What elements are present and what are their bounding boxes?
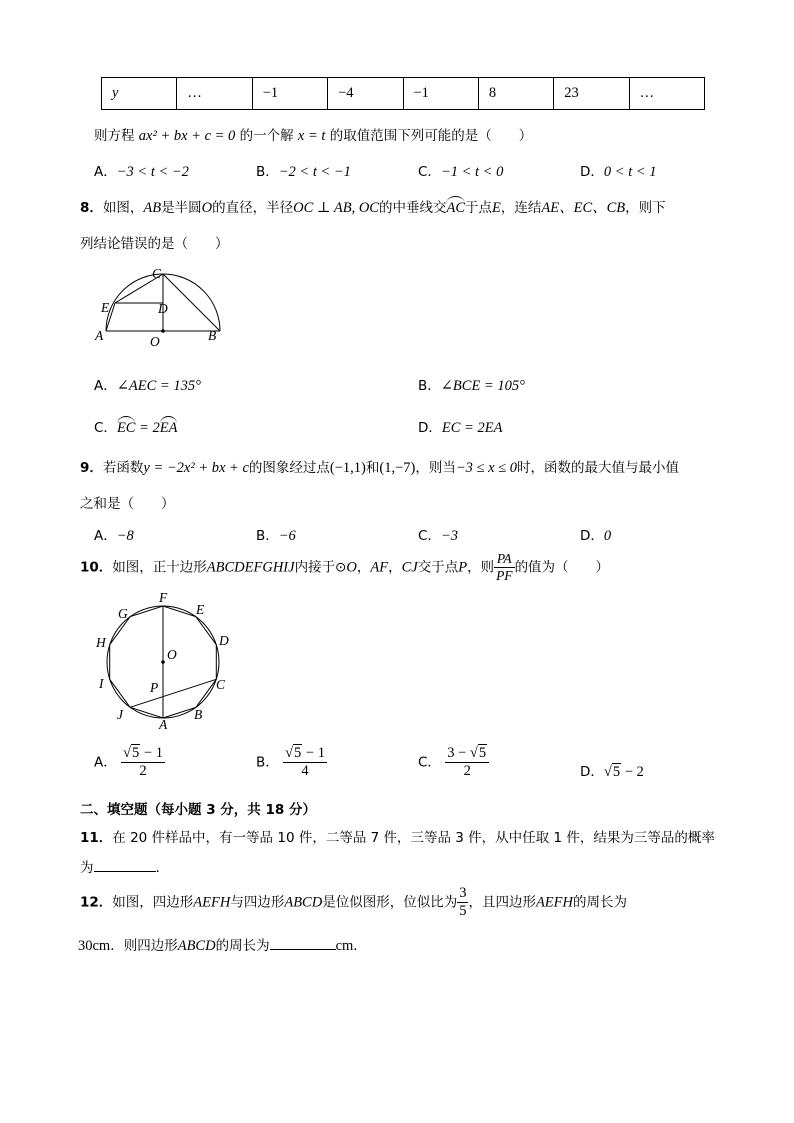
q7-option-a[interactable]	[94, 160, 189, 181]
option-letter: C．	[418, 164, 441, 180]
segment-cb	[163, 274, 220, 331]
q12-math: 30cm	[78, 938, 111, 954]
question-number: 12．	[80, 894, 113, 911]
fraction-denominator: 2	[463, 763, 471, 780]
option-text: = 2	[135, 420, 160, 436]
q8-stem-line2: 列结论错误的是（ ）	[80, 236, 229, 252]
option-letter: A．	[94, 378, 117, 394]
label-b: B	[208, 328, 217, 343]
option-text: 0	[603, 528, 612, 544]
q8-text: ，则下	[625, 200, 666, 216]
option-text: −1 < t < 0	[440, 164, 504, 180]
q11-stem-line2	[80, 856, 160, 876]
q12-unit: cm	[335, 938, 354, 954]
q9-option-d[interactable]	[580, 524, 611, 545]
q10-text: ，则	[467, 559, 495, 576]
label-o: O	[150, 334, 160, 349]
label-c: C	[152, 266, 162, 281]
fraction-numerator: 3	[457, 886, 468, 903]
q9-stem-line2: 之和是（ ）	[80, 496, 175, 512]
label-e: E	[101, 300, 110, 315]
q11-stem	[80, 826, 715, 846]
label-a: A	[95, 328, 104, 343]
segment-cj	[130, 679, 216, 707]
q10-stem	[80, 552, 609, 583]
q12-math: ABCD	[177, 938, 216, 954]
option-letter: B．	[256, 164, 279, 180]
q8-math: AB	[143, 200, 162, 216]
option-text: EC = 2EA	[441, 420, 503, 436]
label-e: E	[196, 602, 205, 617]
q8-stem	[80, 196, 666, 217]
label-d: D	[219, 633, 229, 648]
fraction-denominator: PF	[496, 568, 513, 584]
table-cell: 8	[478, 78, 553, 110]
q10-math: CJ	[401, 559, 418, 576]
option-letter: D．	[418, 420, 442, 436]
q9-stem	[80, 456, 679, 477]
numerator-rest: − 1	[302, 745, 325, 761]
table-row	[102, 78, 705, 110]
q9-option-c[interactable]	[418, 524, 458, 545]
q10-math: O	[346, 559, 357, 576]
radicand: 5	[294, 745, 302, 761]
q8-text: ，连结	[500, 200, 542, 216]
q9-option-b[interactable]	[256, 524, 296, 545]
q11-text: 为	[80, 860, 94, 876]
table-cell: 23	[554, 78, 629, 110]
q7-option-b[interactable]	[256, 160, 351, 181]
option-text: −6	[278, 528, 296, 544]
option-text: 0 < t < 1	[603, 164, 657, 180]
q12-text: ．则四边形	[110, 938, 178, 954]
option-arc: EA	[159, 420, 178, 436]
fraction-denominator: 4	[301, 763, 309, 780]
q10-text: 如图，正十边形	[112, 559, 207, 576]
q12-ratio	[457, 886, 468, 919]
q8-math: OC ⊥ AB, OC	[293, 200, 379, 216]
option-text: −3	[440, 528, 458, 544]
q8-figure	[88, 264, 224, 350]
option-letter: D．	[580, 764, 604, 780]
label-i: I	[99, 676, 104, 691]
q10-text: 的值为（ ）	[514, 559, 610, 576]
option-text: ∠AEC = 135°	[116, 378, 201, 394]
radicand: 5	[612, 764, 621, 780]
label-p: P	[150, 680, 159, 695]
option-text: −8	[116, 528, 134, 544]
option-letter: D．	[580, 528, 604, 544]
fraction-denominator: 5	[459, 903, 467, 920]
option-text: − 2	[621, 764, 644, 780]
option-letter: D．	[580, 164, 604, 180]
q8-option-d[interactable]	[418, 416, 502, 437]
q10-fraction	[494, 552, 515, 583]
q10-text: ，	[356, 559, 371, 576]
option-text: ∠BCE = 105°	[440, 378, 525, 394]
q8-arc: AC	[446, 200, 466, 216]
q11-answer-blank[interactable]	[94, 871, 156, 872]
q12-stem	[80, 886, 627, 919]
option-arc: EC	[116, 420, 136, 436]
q8-text: 的中垂线交	[378, 200, 447, 216]
option-letter: B．	[418, 378, 441, 394]
q8-option-b[interactable]	[418, 374, 525, 395]
q12-text: ．	[353, 938, 367, 954]
q12-text: 的周长为	[573, 894, 627, 911]
numerator-pre: 3 −	[447, 745, 470, 761]
q7-option-d[interactable]	[580, 160, 657, 181]
table-cell: −4	[328, 78, 403, 110]
question-number: 10．	[80, 559, 113, 576]
option-text: −3 < t < −2	[116, 164, 189, 180]
q10-figure	[92, 588, 242, 732]
q12-text: 是位似图形，位似比为	[322, 894, 458, 911]
q9-text: 时，函数的最大值与最小值	[516, 460, 679, 476]
label-d: D	[158, 301, 168, 316]
label-h: H	[96, 635, 106, 650]
option-text: −2 < t < −1	[278, 164, 351, 180]
q9-math: (1,−7)	[379, 460, 416, 476]
option-letter: A．	[94, 164, 117, 180]
center-point	[161, 660, 165, 664]
option-letter: B．	[256, 754, 279, 771]
q9-math: y = −2x² + bx + c	[143, 460, 249, 476]
q7-text: 则方程	[94, 128, 135, 144]
option-fraction: $\frac{√5 - 1}{4}$	[285, 745, 325, 780]
option-fraction: $\frac{√5 - 1}{2}$	[123, 745, 163, 780]
option-letter: A．	[94, 754, 117, 771]
label-c: C	[216, 677, 226, 692]
q10-text: ，	[388, 559, 402, 576]
option-letter: C．	[418, 754, 441, 771]
q10-math: ABCDEFGHIJ	[206, 559, 295, 576]
option-fraction: $\frac{3 - √5}{2}$	[445, 746, 489, 779]
q8-text: 于点	[465, 200, 493, 216]
fraction-denominator: 2	[139, 763, 147, 780]
option-letter: C．	[418, 528, 441, 544]
option-letter: A．	[94, 528, 117, 544]
q12-answer-blank[interactable]	[270, 949, 336, 950]
q9-text: 的图象经过点	[248, 460, 330, 476]
q10-text: 内接于⊙	[294, 559, 347, 576]
label-f: F	[159, 590, 168, 605]
q7-text: 的取值范围下列可能的是（ ）	[329, 128, 533, 144]
q8-option-a[interactable]	[94, 374, 201, 395]
q9-option-a[interactable]	[94, 524, 134, 545]
q7-solution: x = t	[297, 128, 326, 144]
q10-option-c[interactable]	[418, 746, 489, 779]
label-b: B	[194, 707, 203, 722]
q7-equation: ax² + bx + c = 0	[138, 128, 236, 144]
q10-text: 交于点	[417, 559, 459, 576]
q10-option-b[interactable]	[256, 746, 327, 779]
question-number: 11．	[80, 830, 113, 846]
q9-math: −3 ≤ x ≤ 0	[455, 460, 517, 476]
q9-math: (−1,1)	[329, 460, 366, 476]
numerator-rest: − 1	[140, 745, 163, 761]
q8-text: 是半圆	[161, 200, 202, 216]
option-letter: B．	[256, 528, 279, 544]
label-a: A	[159, 717, 168, 732]
q12-text: 的周长为	[215, 938, 270, 954]
q9-text: ，则当	[415, 460, 456, 476]
q12-math: AEFH	[535, 894, 573, 911]
table-cell: …	[177, 78, 252, 110]
q11-text: .	[155, 860, 160, 876]
q11-text: 在 20 件样品中，有一等品 10 件，二等品 7 件，三等品 3 件，从中任取 1 件，结果为三等品的概率	[112, 830, 715, 846]
q10-math: P	[458, 559, 468, 576]
q10-option-a[interactable]	[94, 746, 165, 779]
q12-math: ABCD	[284, 894, 323, 911]
q10-math: AF	[370, 559, 389, 576]
q12-text: 如图，四边形	[112, 894, 194, 911]
option-letter: C．	[94, 420, 117, 436]
question-number: 8．	[80, 200, 103, 216]
question-number: 9．	[80, 460, 103, 476]
section-title: 二、填空题（每小题 3 分，共 18 分）	[80, 802, 316, 818]
value-table	[101, 77, 705, 110]
q8-math: E	[492, 200, 501, 216]
center-point	[161, 329, 165, 333]
q10-option-d[interactable]: D．√5 − 2	[580, 764, 644, 780]
label-o: O	[167, 647, 177, 662]
q12-text: 与四边形	[230, 894, 285, 911]
table-cell: …	[629, 78, 704, 110]
q12-stem-line2	[78, 934, 367, 955]
fraction-numerator: PA	[494, 552, 515, 568]
q8-math: O	[201, 200, 213, 216]
q7-text: 的一个解	[239, 128, 294, 144]
q8-text: 的直径，半径	[212, 200, 294, 216]
q7-option-c[interactable]	[418, 160, 503, 181]
radicand: 5	[478, 745, 487, 761]
q9-text: 若函数	[102, 460, 144, 476]
table-cell: y	[102, 78, 177, 110]
label-j: J	[117, 707, 123, 722]
q8-option-c[interactable]	[94, 416, 177, 437]
radicand: 5	[132, 745, 140, 761]
q12-text: ，且四边形	[468, 894, 536, 911]
q8-text: 如图，	[102, 200, 144, 216]
table-cell: −1	[403, 78, 478, 110]
q9-text: 和	[365, 460, 380, 476]
q12-math: AEFH	[193, 894, 231, 911]
q7-stem	[94, 124, 532, 145]
q8-math: AE、EC、CB	[541, 200, 626, 216]
label-g: G	[118, 606, 128, 621]
table-cell: −1	[252, 78, 327, 110]
